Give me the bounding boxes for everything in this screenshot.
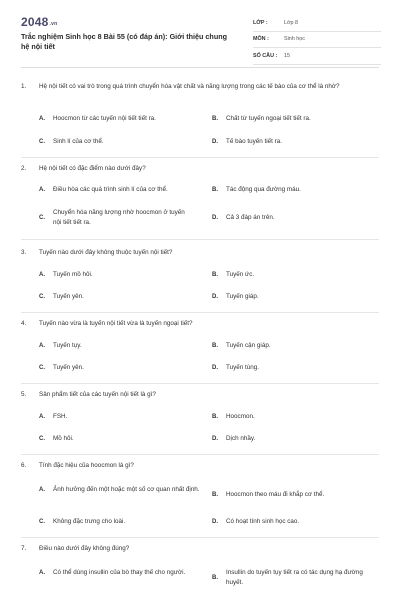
option-text: Ảnh hưởng đến một hoặc một số cơ quan nhất định.	[53, 486, 200, 493]
site-logo[interactable]	[21, 15, 57, 29]
option-text: Chuyển hóa năng lượng nhờ hoocmon ở tuyến nội tiết tiết ra.	[53, 209, 185, 226]
question-divider	[21, 312, 379, 313]
question-1	[21, 82, 379, 92]
meta-key: LỚP :	[253, 19, 268, 26]
option-text: Hoocmon theo máu đi khắp cơ thể.	[226, 491, 325, 498]
option-letter: B.	[212, 116, 218, 122]
question-divider	[21, 537, 379, 538]
option-text: Không đặc trưng cho loài.	[53, 518, 126, 525]
question-text: Điều nào dưới đây không đúng?	[39, 545, 130, 552]
option-a[interactable]	[39, 341, 203, 351]
question-divider	[21, 239, 379, 240]
option-letter: B.	[212, 414, 218, 420]
question-number: 2.	[21, 165, 27, 172]
question-stem	[21, 461, 379, 471]
option-c[interactable]	[39, 517, 203, 527]
option-text: Có thể dùng insullin của bò thay thế cho người.	[53, 569, 186, 576]
option-d[interactable]	[212, 137, 376, 147]
option-b[interactable]	[212, 568, 381, 588]
question-number: 4.	[21, 320, 27, 327]
option-text: Insullin do tuyến tụy tiết ra có tác dụng hạ đường huyết.	[226, 569, 363, 586]
meta-value: Lớp 8	[284, 19, 299, 26]
option-b[interactable]	[212, 270, 376, 280]
option-letter: D.	[212, 436, 218, 442]
question-number: 1.	[21, 83, 27, 90]
option-d[interactable]	[212, 292, 376, 302]
option-d[interactable]	[212, 434, 376, 444]
option-letter: C.	[39, 519, 45, 525]
option-letter: D.	[212, 215, 218, 221]
option-letter: C.	[39, 294, 45, 300]
option-letter: D.	[212, 519, 218, 525]
option-a[interactable]	[39, 485, 203, 495]
option-text: Tuyến tùng.	[226, 364, 260, 371]
question-3	[21, 248, 379, 258]
option-a[interactable]	[39, 270, 203, 280]
option-letter: A.	[39, 272, 45, 278]
question-2	[21, 164, 379, 174]
meta-value: Sinh học	[284, 36, 305, 43]
option-text: Chất từ tuyến ngoại tiết tiết ra.	[226, 115, 311, 122]
question-divider	[21, 383, 379, 384]
option-letter: D.	[212, 139, 218, 145]
option-c[interactable]	[39, 208, 193, 228]
option-text: Điều hòa các quá trình sinh lí của cơ thể.	[53, 186, 168, 193]
question-stem	[21, 390, 379, 400]
option-text: Cả 3 đáp án trên.	[226, 214, 275, 221]
option-c[interactable]	[39, 292, 203, 302]
question-stem	[21, 544, 379, 554]
option-b[interactable]	[212, 490, 376, 500]
option-text: Hoocmon.	[226, 413, 255, 420]
option-letter: C.	[39, 436, 45, 442]
option-letter: A.	[39, 487, 45, 493]
question-stem	[21, 82, 379, 92]
option-c[interactable]	[39, 137, 203, 147]
option-text: Tuyến mồ hôi.	[53, 271, 93, 278]
question-number: 7.	[21, 545, 27, 552]
question-text: Hệ nội tiết có vai trò trong quá trình chuyển hóa vật chất và năng lượng trong các tế bào của cơ thể là nhờ?	[39, 83, 340, 90]
question-7	[21, 544, 379, 554]
option-b[interactable]	[212, 185, 376, 195]
question-text: Sản phẩm tiết của các tuyến nội tiết là gì?	[39, 391, 156, 398]
question-stem	[21, 319, 379, 329]
page-title: Trắc nghiệm Sinh học 8 Bài 55 (có đáp án): Giới thiệu chung hệ nội tiết	[21, 32, 227, 51]
option-c[interactable]	[39, 363, 203, 373]
option-letter: B.	[212, 575, 218, 581]
option-letter: A.	[39, 570, 45, 576]
question-number: 5.	[21, 391, 27, 398]
option-letter: B.	[212, 272, 218, 278]
option-text: Tuyến tụy.	[53, 342, 82, 349]
meta-value: 15	[284, 52, 290, 59]
option-text: Tác động qua đường máu.	[226, 186, 301, 193]
option-c[interactable]	[39, 434, 203, 444]
option-letter: A.	[39, 414, 45, 420]
meta-info	[253, 15, 381, 65]
option-text: Có hoạt tính sinh học cao.	[226, 518, 300, 525]
header-divider	[21, 67, 379, 68]
option-letter: D.	[212, 294, 218, 300]
question-text: Hệ nội tiết có đặc điểm nào dưới đây?	[39, 165, 146, 172]
question-stem	[21, 164, 379, 174]
meta-key: MÔN :	[253, 36, 269, 43]
option-a[interactable]	[39, 568, 203, 578]
option-letter: A.	[39, 343, 45, 349]
question-text: Tính đặc hiệu của hoocmon là gì?	[39, 462, 134, 469]
option-letter: C.	[39, 365, 45, 371]
question-6	[21, 461, 379, 471]
meta-key: SỐ CÂU :	[253, 52, 278, 59]
option-d[interactable]	[212, 213, 376, 223]
option-text: Tuyến ức.	[226, 271, 255, 278]
question-text: Tuyến nào vừa là tuyến nội tiết vừa là tuyến ngoại tiết?	[39, 320, 193, 327]
question-4	[21, 319, 379, 329]
meta-row-subject	[253, 32, 381, 49]
option-text: Tế bào tuyến tiết ra.	[226, 138, 283, 145]
option-text: Tuyến giáp.	[226, 293, 259, 300]
option-letter: C.	[39, 139, 45, 145]
option-letter: A.	[39, 116, 45, 122]
option-letter: B.	[212, 187, 218, 193]
option-a[interactable]	[39, 114, 203, 124]
question-divider	[21, 454, 379, 455]
question-number: 3.	[21, 249, 27, 256]
option-text: Tuyến yên.	[53, 364, 84, 371]
question-5	[21, 390, 379, 400]
option-letter: B.	[212, 492, 218, 498]
option-a[interactable]	[39, 185, 203, 195]
question-number: 6.	[21, 462, 27, 469]
question-text: Tuyến nào dưới đây không thuộc tuyến nội tiết?	[39, 249, 173, 256]
option-d[interactable]	[212, 363, 376, 373]
option-text: FSH.	[53, 413, 68, 420]
option-a[interactable]	[39, 412, 203, 422]
meta-row-count	[253, 48, 381, 65]
meta-row-class	[253, 15, 381, 32]
option-letter: C.	[39, 215, 45, 221]
logo-text: 2048	[21, 15, 49, 29]
option-text: Mồ hôi.	[53, 435, 74, 442]
question-stem	[21, 248, 379, 258]
option-letter: A.	[39, 187, 45, 193]
option-text: Tuyến yên.	[53, 293, 84, 300]
option-b[interactable]	[212, 412, 376, 422]
option-text: Dịch nhầy.	[226, 435, 256, 442]
option-b[interactable]	[212, 341, 376, 351]
question-divider	[21, 157, 379, 158]
option-b[interactable]	[212, 114, 376, 124]
option-text: Sinh lí của cơ thể.	[53, 138, 104, 145]
option-text: Tuyến cận giáp.	[226, 342, 271, 349]
option-letter: B.	[212, 343, 218, 349]
option-text: Hoocmon từ các tuyến nội tiết tiết ra.	[53, 115, 156, 122]
option-letter: D.	[212, 365, 218, 371]
logo-tld: .vn	[49, 21, 58, 27]
option-d[interactable]	[212, 517, 376, 527]
